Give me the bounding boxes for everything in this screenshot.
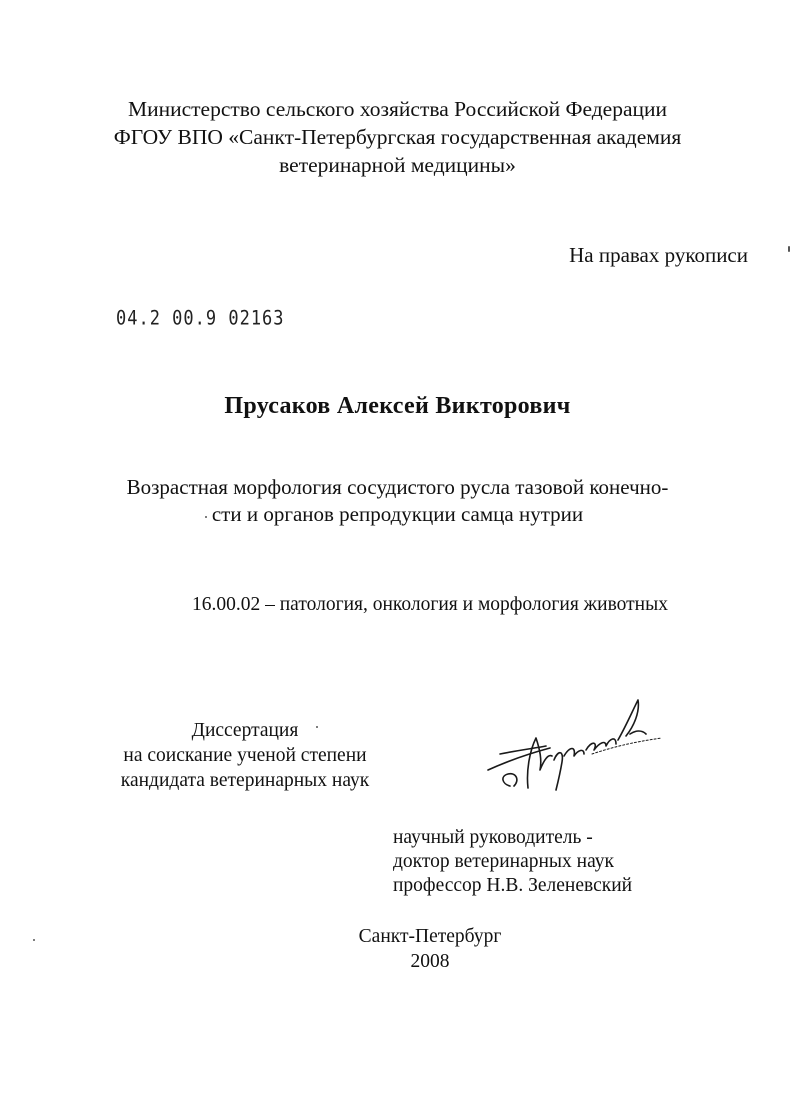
scan-speck [33,939,35,941]
city: Санкт-Петербург [358,926,502,947]
scientific-advisor [393,826,632,898]
advisor-line-3: профессор Н.В. Зеленевский [393,875,633,896]
academy-line: ФГОУ ВПО «Санкт-Петербургская государственная академия [113,125,682,149]
ministry-line: Министерство сельского хозяйства Российской Федерации [127,97,668,121]
academy-line-cont: ветеринарной медицины» [279,153,516,177]
degree-line-1: Диссертация [191,720,299,741]
signature-icon [480,690,665,800]
advisor-line-1: научный руководитель - [393,827,593,848]
advisor-line-2: доктор ветеринарных наук [393,851,614,872]
scan-speck [788,246,790,252]
title-line-1: Возрастная морфология сосудистого русла тазовой конечно- [126,475,669,499]
title-line-2: сти и органов репродукции самца нутрии [211,502,584,526]
manuscript-rights: На правах рукописи [569,243,748,267]
registration-number: 04.2 00.9 02163 [116,307,285,330]
specialty-code: 16.00.02 – патология, онкология и морфология животных [192,594,668,615]
institution-header [0,95,795,179]
degree-statement [0,718,490,793]
degree-line-2: на соискание ученой степени [123,745,367,766]
scan-speck [205,516,207,518]
author-name: Прусаков Алексей Викторович [224,393,571,419]
scan-speck [316,726,318,728]
year: 2008 [410,951,450,972]
place-and-year [0,924,795,974]
degree-line-3: кандидата ветеринарных наук [120,770,370,791]
dissertation-title [0,474,795,528]
